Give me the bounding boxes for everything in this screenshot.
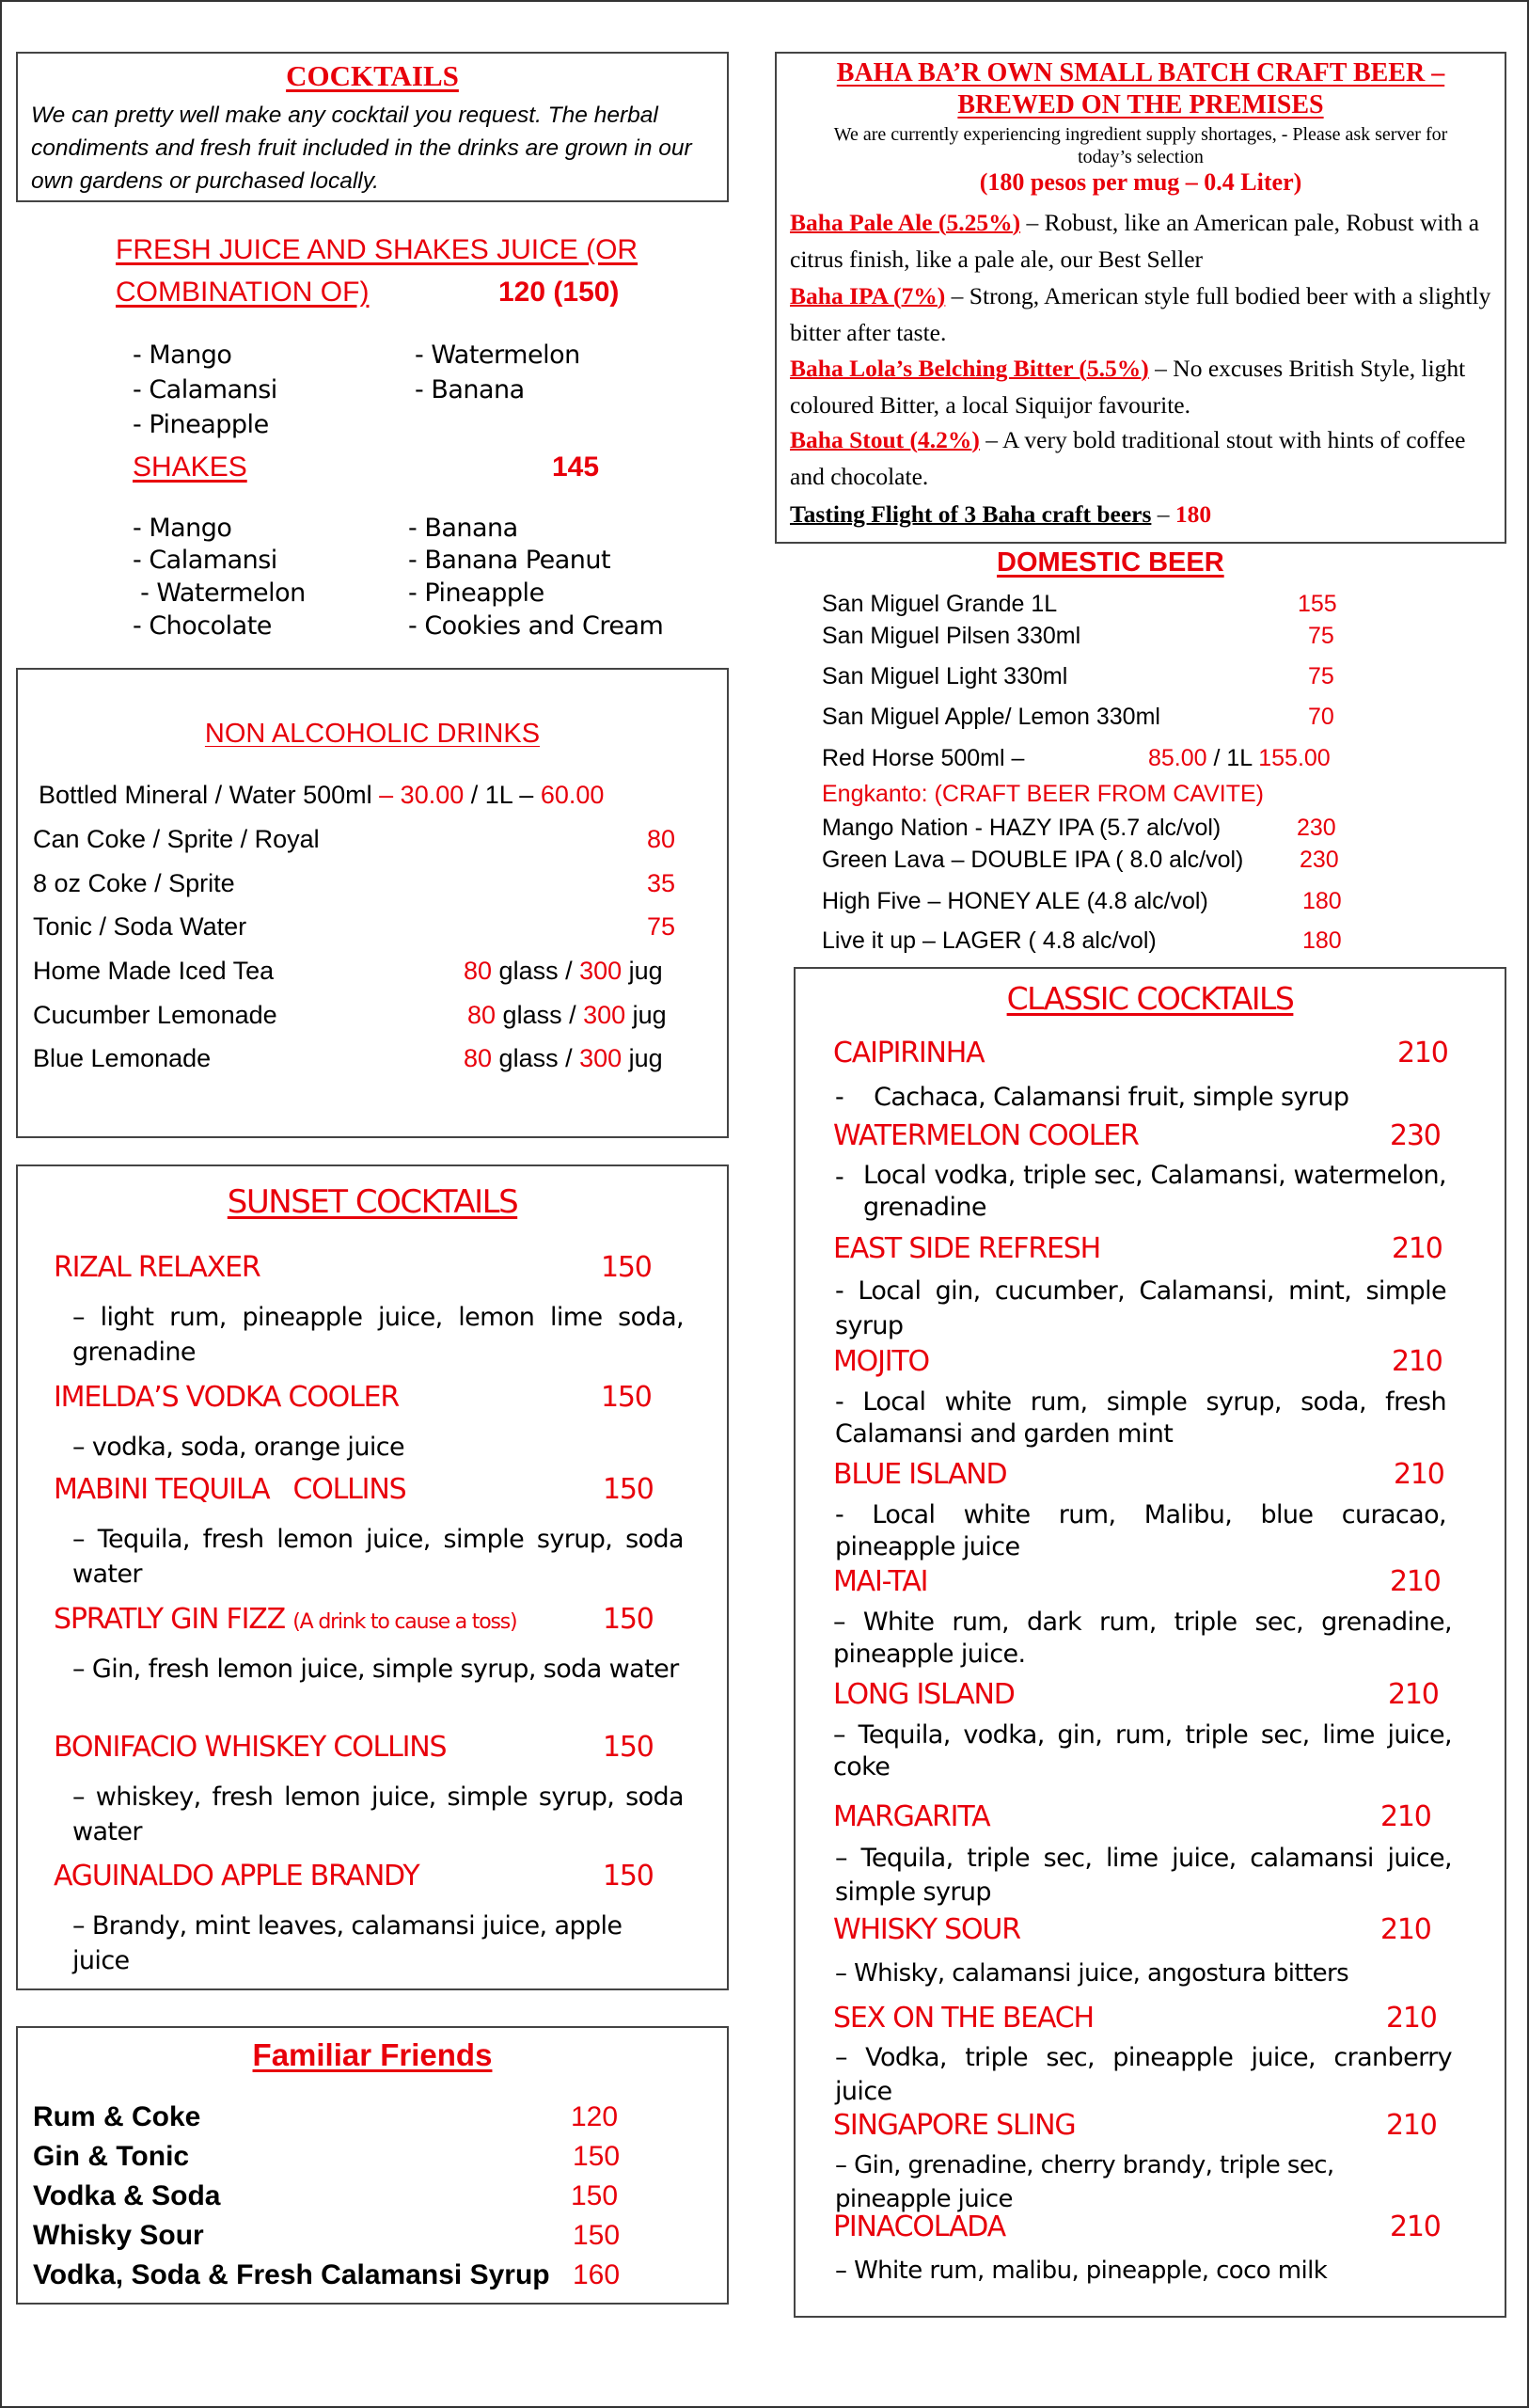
tasting-flight (790, 496, 1497, 532)
water-price-1l: 60.00 (540, 781, 605, 809)
red-horse-row (822, 745, 1024, 772)
jug-price: 300 (579, 1044, 623, 1072)
sunset-item-name: BONIFACIO WHISKEY COLLINS (54, 1731, 447, 1764)
engkanto-header: Engkanto: (CRAFT BEER FROM CAVITE) (822, 781, 1265, 807)
domestic-beer-title: DOMESTIC BEER (997, 547, 1224, 578)
juice-item: - Calamansi (133, 375, 277, 404)
classic-item-name: SINGAPORE SLING (833, 2109, 1076, 2142)
craft-beer-box (775, 52, 1506, 544)
water-sep: – (371, 781, 401, 809)
familiar-item-name: Gin & Tonic (33, 2141, 190, 2172)
tasting-flight-price: 180 (1174, 500, 1212, 528)
familiar-item-name: Vodka & Soda (33, 2180, 221, 2211)
domestic-item-name: San Miguel Apple/ Lemon 330ml (822, 704, 1160, 730)
na-item-name: Can Coke / Sprite / Royal (33, 825, 320, 853)
craft-beer-item-price: 230 (1300, 847, 1339, 873)
craft-beer-item-price: 180 (1302, 888, 1342, 914)
classic-item-name: WHISKY SOUR (833, 1913, 1020, 1946)
sunset-item-name (54, 1603, 516, 1636)
classic-item-name: MARGARITA (833, 1800, 990, 1833)
na-item-price: 35 (647, 869, 676, 897)
classic-item-price: 210 (1397, 1037, 1448, 1069)
red-horse-name: Red Horse 500ml – (822, 745, 1025, 771)
domestic-item-price: 70 (1308, 704, 1334, 730)
red-horse-price-500ml: 85.00 (1148, 745, 1207, 771)
craft-beer-item (790, 277, 1497, 351)
familiar-item-name: Vodka, Soda & Fresh Calamansi Syrup (33, 2259, 550, 2290)
classic-item-desc: - Local gin, cucumber, Calamansi, mint, simple syrup (835, 1276, 1446, 1340)
classic-item-desc: - Cachaca, Calamansi fruit, simple syrup (835, 1083, 1349, 1112)
cocktails-title: COCKTAILS (286, 59, 459, 92)
na-item-price: 75 (647, 912, 676, 941)
craft-beer-item (790, 421, 1497, 495)
glass-price: 80 (467, 1001, 497, 1029)
na-glass-item-name: Home Made Iced Tea (33, 957, 275, 985)
classic-cocktails-box (794, 967, 1506, 2318)
sunset-item-desc: – vodka, soda, orange juice (72, 1433, 405, 1462)
classic-item-name: CAIPIRINHA (833, 1037, 985, 1069)
sunset-item-price: 150 (603, 1860, 654, 1893)
craft-beer-item-name: High Five – HONEY ALE (4.8 alc/vol) (822, 888, 1208, 914)
glass-label: glass / (492, 1044, 580, 1072)
craft-beer-title: BAHA BA’R OWN SMALL BATCH CRAFT BEER – BREWED ON THE PREMISES (836, 58, 1445, 119)
na-glass-item-name: Cucumber Lemonade (33, 1001, 277, 1029)
glass-label: glass / (496, 1001, 584, 1029)
red-horse-price-1l: 155.00 (1258, 745, 1331, 771)
sunset-item-desc: – whiskey, fresh lemon juice, simple syrup, soda water (72, 1782, 684, 1846)
familiar-item-price: 150 (573, 2220, 621, 2251)
classic-item-name: PINACOLADA (833, 2210, 1005, 2243)
craft-beer-item-price: 230 (1297, 815, 1336, 841)
classic-item-price: 230 (1390, 1119, 1441, 1152)
sunset-item-name: AGUINALDO APPLE BRANDY (54, 1860, 419, 1893)
tasting-flight-sep: – (1151, 500, 1175, 528)
familiar-item-price: 150 (573, 2141, 621, 2172)
na-glass-item-prices (467, 1001, 667, 1030)
water-row (39, 781, 604, 810)
shake-item: - Banana (408, 514, 518, 543)
jug-price: 300 (583, 1001, 626, 1029)
classic-item-price: 210 (1390, 2210, 1441, 2243)
jug-label: jug (622, 1044, 663, 1072)
classic-item-price: 210 (1386, 2002, 1437, 2035)
classic-item-desc: – White rum, dark rum, triple sec, grenadine, pineapple juice. (833, 1608, 1452, 1669)
sunset-item-price: 150 (603, 1731, 654, 1764)
classic-item-desc: – Vodka, triple sec, pineapple juice, cranberry juice (835, 2043, 1452, 2106)
sunset-item-name: RIZAL RELAXER (54, 1251, 260, 1284)
jug-label: jug (622, 957, 663, 985)
non-alcoholic-title: NON ALCOHOLIC DRINKS (204, 719, 541, 749)
sunset-item-desc: – Brandy, mint leaves, calamansi juice, apple juice (72, 1911, 623, 1975)
sunset-item-note: (A drink to cause a toss) (292, 1610, 517, 1634)
shake-item: - Calamansi (133, 546, 277, 575)
glass-label: glass / (492, 957, 580, 985)
na-item-name: Tonic / Soda Water (33, 912, 247, 941)
fresh-juice-title-line1: FRESH JUICE AND SHAKES JUICE (OR (116, 234, 638, 265)
classic-item-name: LONG ISLAND (833, 1678, 1015, 1711)
juice-item: - Pineapple (133, 410, 269, 439)
juice-item: - Mango (133, 341, 232, 370)
sunset-item-price: 150 (601, 1251, 652, 1284)
craft-beer-item-name: Green Lava – DOUBLE IPA ( 8.0 alc/vol) (822, 847, 1244, 873)
sunset-item-price: 150 (603, 1473, 654, 1506)
familiar-item-name: Rum & Coke (33, 2101, 201, 2132)
na-glass-item-prices (464, 1044, 663, 1073)
craft-beer-item-name: Mango Nation - HAZY IPA (5.7 alc/vol) (822, 815, 1222, 841)
classic-item-price: 210 (1392, 1345, 1442, 1378)
sunset-item-desc: – Gin, fresh lemon juice, simple syrup, soda water (72, 1655, 679, 1684)
familiar-item-price: 160 (573, 2259, 621, 2290)
sunset-item-desc: – light rum, pineapple juice, lemon lime soda, grenadine (72, 1303, 684, 1367)
tasting-flight-label: Tasting Flight of 3 Baha craft beers (790, 500, 1152, 528)
classic-item-name: MOJITO (833, 1345, 929, 1378)
craft-beer-desc: – Strong, American style full bodied beer with a slightly bitter after taste. (790, 282, 1491, 346)
craft-beer-desc: – Robust, like an American pale, Robust with a citrus finish, like a pale ale, our Best Seller (790, 209, 1480, 273)
craft-beer-name: Baha Pale Ale (5.25%) (790, 209, 1021, 236)
sunset-cocktails-title: SUNSET COCKTAILS (227, 1183, 518, 1221)
shake-item: - Banana Peanut (408, 546, 611, 575)
domestic-item-price: 75 (1308, 663, 1334, 689)
shake-item: - Mango (133, 514, 232, 543)
familiar-friends-box (16, 2026, 729, 2305)
na-glass-item-name: Blue Lemonade (33, 1044, 212, 1072)
classic-item-name: MAI-TAI (833, 1565, 928, 1598)
classic-item-name: SEX ON THE BEACH (833, 2002, 1094, 2035)
sunset-item-name: MABINI TEQUILA COLLINS (54, 1473, 406, 1506)
jug-label: jug (625, 1001, 667, 1029)
craft-beer-desc: – A very bold traditional stout with hints of coffee and chocolate. (790, 426, 1466, 490)
na-glass-item-prices (464, 957, 663, 986)
classic-item-price: 210 (1380, 1913, 1431, 1946)
sunset-item-desc: – Tequila, fresh lemon juice, simple syrup, soda water (72, 1525, 684, 1589)
red-horse-mid: / 1L (1206, 745, 1259, 771)
classic-cocktails-title: CLASSIC COCKTAILS (1006, 980, 1294, 1017)
craft-beer-item (790, 350, 1497, 423)
sunset-item-price: 150 (603, 1603, 654, 1636)
classic-item-price: 210 (1390, 1565, 1441, 1598)
shake-item: - Cookies and Cream (408, 611, 664, 641)
na-item-price: 80 (647, 825, 676, 853)
craft-beer-note: We are currently experiencing ingredient supply shortages, - Please ask server for today’s selection (833, 124, 1448, 167)
classic-item-desc: – Tequila, vodka, gin, rum, triple sec, lime juice, coke (833, 1720, 1452, 1782)
jug-price: 300 (579, 957, 623, 985)
classic-item-desc: - Local white rum, simple syrup, soda, fresh Calamansi and garden mint (835, 1387, 1446, 1449)
fresh-juice-price: 120 (150) (498, 277, 620, 308)
classic-item-price: 210 (1386, 2109, 1437, 2142)
domestic-item-name: San Miguel Pilsen 330ml (822, 623, 1081, 649)
juice-item: - Watermelon (415, 341, 580, 370)
shake-item: - Chocolate (133, 611, 272, 641)
shakes-title: SHAKES (133, 452, 247, 483)
domestic-item-name: San Miguel Light 330ml (822, 663, 1068, 689)
red-horse-prices (1148, 745, 1331, 772)
classic-item-name: WATERMELON COOLER (833, 1119, 1139, 1152)
classic-item-price: 210 (1392, 1232, 1442, 1265)
na-item-name: 8 oz Coke / Sprite (33, 869, 235, 897)
classic-item-desc: - Local white rum, Malibu, blue curacao, pineapple juice (835, 1500, 1446, 1561)
domestic-item-name: San Miguel Grande 1L (822, 591, 1058, 617)
sunset-item-price: 150 (601, 1381, 652, 1414)
classic-item-desc: – Gin, grenadine, cherry brandy, triple sec, pineapple juice (835, 2151, 1334, 2213)
shakes-price: 145 (552, 452, 600, 483)
familiar-item-price: 150 (571, 2180, 619, 2211)
craft-beer-price-note: (180 pesos per mug – 0.4 Liter) (979, 168, 1302, 196)
craft-beer-item-price: 180 (1302, 927, 1342, 954)
domestic-item-price: 75 (1308, 623, 1334, 649)
cocktails-intro-box (16, 52, 729, 202)
classic-item-name: EAST SIDE REFRESH (833, 1232, 1100, 1265)
non-alcoholic-box (16, 668, 729, 1138)
classic-item-desc: – White rum, malibu, pineapple, coco milk (835, 2257, 1328, 2285)
classic-item-desc: – Whisky, calamansi juice, angostura bitters (835, 1959, 1349, 1988)
classic-item-desc: – Tequila, triple sec, lime juice, calamansi juice, simple syrup (835, 1844, 1452, 1907)
craft-beer-item-name: Live it up – LAGER ( 4.8 alc/vol) (822, 927, 1157, 954)
shake-item: - Watermelon (133, 578, 306, 608)
fresh-juice-title-line2: COMBINATION OF) (116, 277, 370, 308)
sunset-cocktails-box (16, 1164, 729, 1990)
familiar-friends-title: Familiar Friends (252, 2037, 493, 2072)
shake-item: - Pineapple (408, 578, 544, 608)
juice-item: - Banana (415, 375, 525, 404)
classic-item-price: 210 (1380, 1800, 1431, 1833)
glass-price: 80 (464, 957, 493, 985)
classic-item-dash: - (835, 1163, 844, 1192)
water-mid: / 1L – (464, 781, 541, 809)
craft-beer-desc: – No excuses British Style, light coloured Bitter, a local Siquijor favourite. (790, 355, 1466, 419)
classic-item-name: BLUE ISLAND (833, 1458, 1007, 1491)
classic-item-price: 210 (1388, 1678, 1439, 1711)
sunset-item-name: IMELDA’S VODKA COOLER (54, 1381, 400, 1414)
classic-item-desc: Local vodka, triple sec, Calamansi, watermelon, grenadine (863, 1161, 1446, 1222)
craft-beer-name: Baha IPA (7%) (790, 282, 946, 309)
craft-beer-name: Baha Lola’s Belching Bitter (5.5%) (790, 355, 1149, 382)
domestic-item-price: 155 (1298, 591, 1337, 617)
water-label: Bottled Mineral / Water 500ml (39, 781, 372, 809)
sunset-item-name-text: SPRATLY GIN FIZZ (54, 1603, 285, 1636)
craft-beer-name: Baha Stout (4.2%) (790, 426, 980, 453)
familiar-item-price: 120 (571, 2101, 619, 2132)
glass-price: 80 (464, 1044, 493, 1072)
water-price-500ml: 30.00 (400, 781, 465, 809)
craft-beer-item (790, 204, 1497, 277)
familiar-item-name: Whisky Sour (33, 2220, 204, 2251)
classic-item-price: 210 (1394, 1458, 1444, 1491)
cocktails-intro-text: We can pretty well make any cocktail you request. The herbal condiments and fresh fruit included in the drinks are grown in our own gardens or purchased locally. (31, 103, 692, 194)
